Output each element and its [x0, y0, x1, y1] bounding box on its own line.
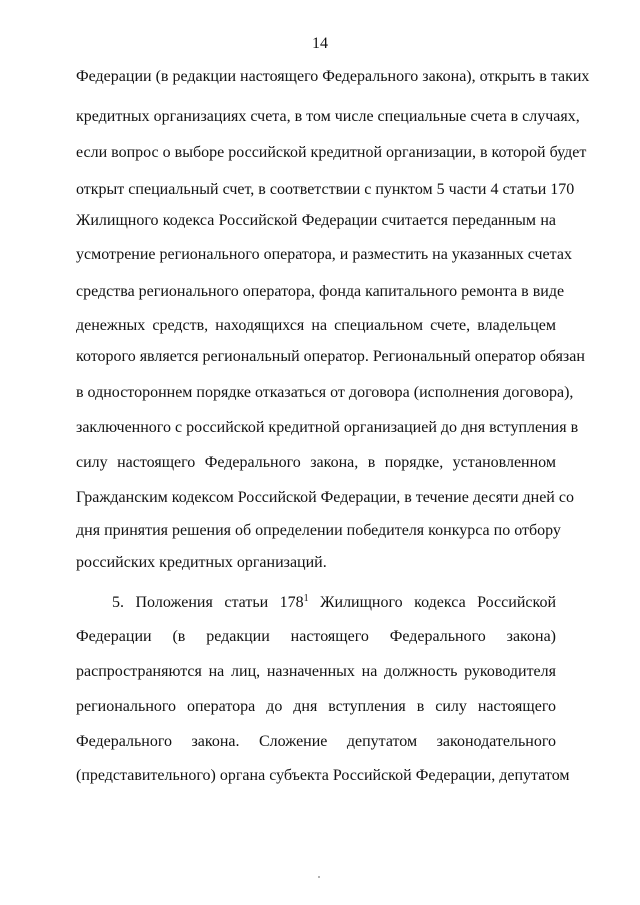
text-line: Жилищного кодекса Российской Федерации считается переданным на: [76, 212, 556, 229]
text-line: которого является региональный оператор. Региональный оператор обязан: [76, 348, 585, 365]
text-line: открыт специальный счет, в соответствии с пунктом 5 части 4 статьи 170: [76, 181, 575, 198]
superscript: 1: [303, 593, 309, 604]
text-line: Федерации (в редакции настоящего Федерального закона): [76, 628, 556, 645]
text-line: (представительного) органа субъекта Российской Федерации, депутатом: [76, 767, 570, 784]
text-line: Гражданским кодексом Российской Федерации, в течение десяти дней со: [76, 489, 574, 506]
text-line: силу настоящего Федерального закона, в порядке, установленном: [76, 454, 556, 471]
text-line: если вопрос о выборе российской кредитной организации, в которой будет: [76, 144, 587, 161]
text-line: средства регионального оператора, фонда капитального ремонта в виде: [76, 283, 565, 300]
paragraph-lead: 5. Положения статьи 178: [112, 594, 304, 611]
text-line: кредитных организациях счета, в том числе специальные счета в случаях,: [76, 108, 580, 125]
text-line: регионального оператора до дня вступления в силу настоящего: [76, 698, 556, 715]
scan-speck: [318, 876, 320, 878]
text-line: Федерального закона. Сложение депутатом законодательного: [76, 733, 556, 750]
text-line: распространяются на лиц, назначенных на должность руководителя: [76, 663, 556, 680]
text-line: денежных средств, находящихся на специальном счете, владельцем: [76, 317, 556, 334]
text-line: в одностороннем порядке отказаться от договора (исполнения договора),: [76, 384, 574, 401]
paragraph-lead-rest: Жилищного кодекса Российской: [308, 594, 557, 611]
text-line-first: [112, 593, 556, 613]
page-number: 14: [312, 35, 328, 52]
text-line: российских кредитных организаций.: [76, 554, 327, 571]
text-line: дня принятия решения об определении победителя конкурса по отбору: [76, 522, 561, 539]
text-line: Федерации (в редакции настоящего Федерального закона), открыть в таких: [76, 68, 590, 85]
text-line: заключенного с российской кредитной организацией до дня вступления в: [76, 419, 579, 436]
text-line: усмотрение регионального оператора, и разместить на указанных счетах: [76, 246, 572, 263]
